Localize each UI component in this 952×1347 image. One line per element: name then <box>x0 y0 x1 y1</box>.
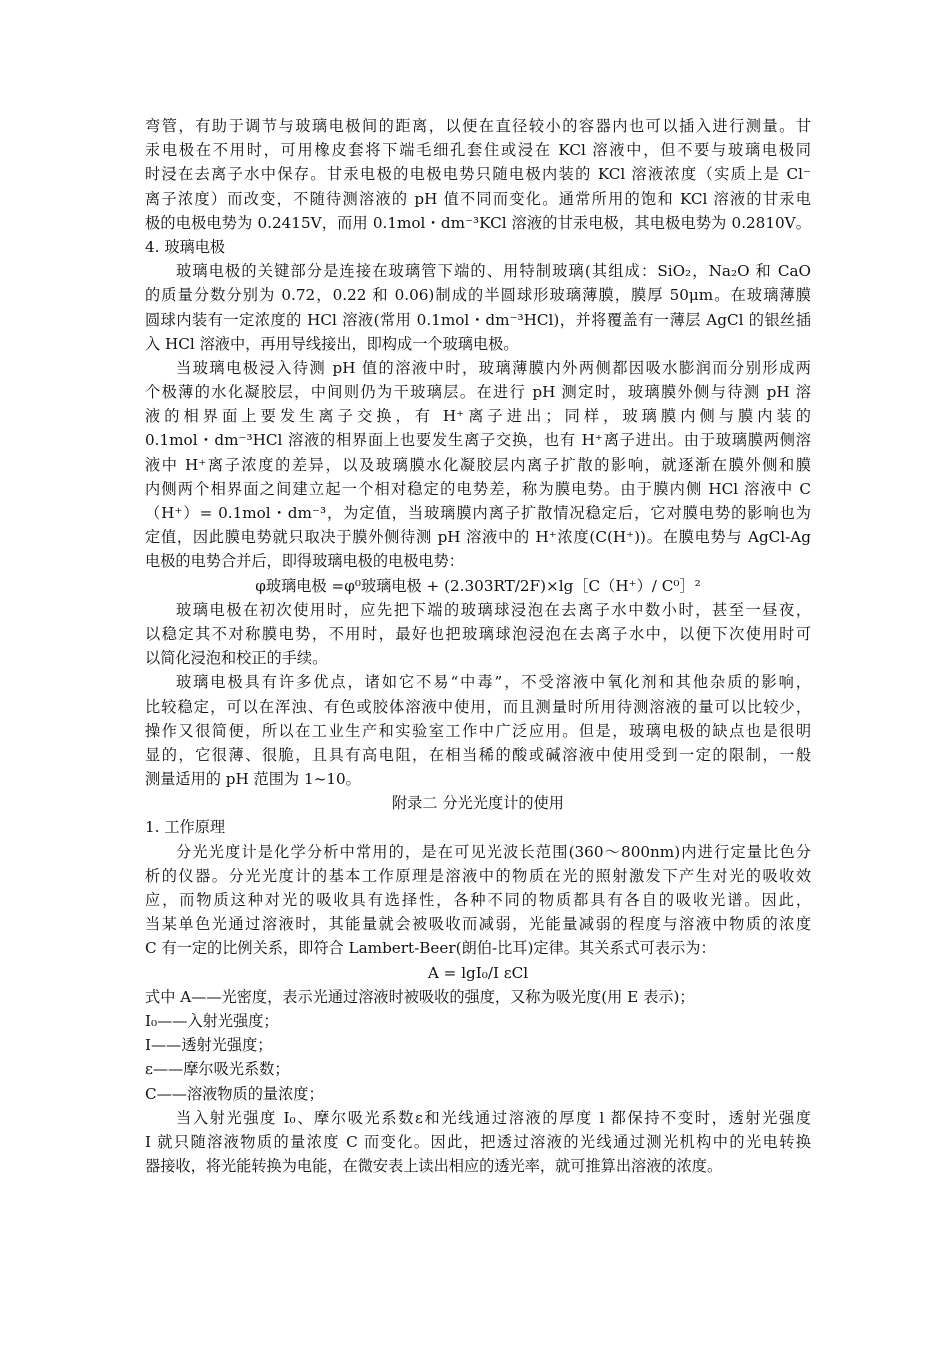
appendix-title: 附录二 分光光度计的使用 <box>392 794 564 813</box>
text-line: 个极薄的水化凝胶层，中间则仍为干玻璃层。在进行 pH 测定时，玻璃膜外侧与待测 pH 溶 <box>145 383 811 402</box>
text-line: 当某单色光通过溶液时，其能量就会被吸收而减弱，光能量减弱的程度与溶液中物质的浓度 <box>145 915 811 934</box>
definition-line: C——溶液物质的量浓度； <box>145 1084 324 1103</box>
text-line: 内侧两个相界面之间建立起一个相对稳定的电势差，称为膜电势。由于膜内侧 HCl 溶液中 C <box>145 479 811 498</box>
definition-line: I——透射光强度； <box>145 1036 273 1055</box>
text-line: 器接收，将光能转换为电能，在微安表上读出相应的透光率，就可推算出溶液的浓度。 <box>145 1157 723 1176</box>
text-line: 定值，因此膜电势就只取决于膜外侧待测 pH 溶液中的 H⁺浓度(C(H⁺))。在膜电势与 AgCl-Ag <box>145 528 811 547</box>
text-line: 比较稳定，可以在浑浊、有色或胶体溶液中使用，而且测量时所用待测溶液的量可以比较少， <box>145 697 811 716</box>
text-line: 入 HCl 溶液中，再用导线接出，即构成一个玻璃电极。 <box>145 334 519 353</box>
text-line: 离子浓度）而改变，不随待测溶液的 pH 值不同而变化。通常所用的饱和 KCl 溶液的甘汞电 <box>145 189 811 208</box>
section-heading-working-principle: 1. 工作原理 <box>145 818 226 837</box>
text-line: 玻璃电极具有许多优点，诸如它不易“中毒”，不受溶液中氧化剂和其他杂质的影响， <box>176 673 811 692</box>
text-line: 圆球内装有一定浓度的 HCl 溶液(常用 0.1mol・dm⁻³HCl)，并将覆盖有一薄层 AgCl 的银丝插 <box>145 310 811 329</box>
definition-line: 式中 A——光密度，表示光通过溶液时被吸收的强度，又称为吸光度(用 E 表示)； <box>145 987 695 1006</box>
text-line: 0.1mol・dm⁻³HCl 溶液的相界面上也要发生离子交换，也有 H⁺离子进出。由于玻璃膜两侧溶 <box>145 431 811 450</box>
text-line: 极的电极电势为 0.2415V，而用 0.1mol・dm⁻³KCl 溶液的甘汞电极，其电极电势为 0.2810V。 <box>145 213 811 232</box>
document-body <box>145 114 811 1178</box>
text-line: I 就只随溶液物质的量浓度 C 而变化。因此，把透过溶液的光线通过测光机构中的光电转换 <box>145 1132 811 1151</box>
text-line: 汞电极在不用时，可用橡皮套将下端毛细孔套住或浸在 KCl 溶液中，但不要与玻璃电极同 <box>145 141 811 160</box>
text-line: 电极的电势合并后，即得玻璃电极的电极电势： <box>145 552 464 571</box>
text-line: 操作又很简便，所以在工业生产和实验室工作中广泛应用。但是，玻璃电极的缺点也是很明 <box>145 721 811 740</box>
text-line: 玻璃电极在初次使用时，应先把下端的玻璃球浸泡在去离子水中数小时，甚至一昼夜， <box>176 600 811 619</box>
text-line: C 有一定的比例关系，即符合 Lambert-Beer(朗伯-比耳)定律。其关系式可表示为： <box>145 939 716 958</box>
text-line: 时浸在去离子水中保存。甘汞电极的电极电势只随电极内装的 KCl 溶液浓度（实质上是 Cl⁻ <box>145 165 811 184</box>
text-line: 的质量分数分别为 0.72，0.22 和 0.06)制成的半圆球形玻璃薄膜，膜厚 50μm。在玻璃薄膜 <box>145 286 811 305</box>
definition-line: I₀——入射光强度； <box>145 1011 279 1030</box>
text-line: 当入射光强度 I₀、摩尔吸光系数ε和光线通过溶液的厚度 l 都保持不变时，透射光强度 <box>176 1108 811 1127</box>
text-line: （H⁺）= 0.1mol・dm⁻³，为定值，当玻璃膜内离子扩散情况稳定后，它对膜电势的影响也为 <box>145 504 811 522</box>
text-line: 以稳定其不对称膜电势，不用时，最好也把玻璃球泡浸泡在去离子水中，以便下次使用时可 <box>145 624 811 643</box>
text-line: 析的仪器。分光光度计的基本工作原理是溶液中的物质在光的照射激发下产生对光的吸收效 <box>145 866 811 885</box>
text-line: 弯管，有助于调节与玻璃电极间的距离，以便在直径较小的容器内也可以插入进行测量。甘 <box>145 117 811 135</box>
text-line: 应，而物质这种对光的吸收具有选择性，各种不同的物质都具有各自的吸收光谱。因此， <box>145 891 811 909</box>
lambert-beer-equation: A = lgI₀/I εCl <box>427 963 529 982</box>
text-line: 液的相界面上要发生离子交换，有 H⁺离子进出；同样，玻璃膜内侧与膜内装的 <box>145 407 811 426</box>
section-heading-glass-electrode: 4. 玻璃电极 <box>145 237 226 256</box>
text-line: 当玻璃电极浸入待测 pH 值的溶液中时，玻璃薄膜内外两侧都因吸水膨润而分别形成两 <box>176 358 811 377</box>
text-line: 玻璃电极的关键部分是连接在玻璃管下端的、用特制玻璃(其组成：SiO₂，Na₂O 和 CaO <box>176 262 811 281</box>
text-line: 以简化浸泡和校正的手续。 <box>145 649 328 668</box>
text-line: 显的，它很薄、很脆，且具有高电阻，在相当稀的酸或碱溶液中使用受到一定的限制，一般 <box>145 745 811 764</box>
text-line: 液中 H⁺离子浓度的差异，以及玻璃膜水化凝胶层内离子扩散的影响，就逐渐在膜外侧和膜 <box>145 455 811 474</box>
text-line: 分光光度计是化学分析中常用的，是在可见光波长范围(360～800nm)内进行定量比色分 <box>176 842 811 861</box>
definition-line: ε——摩尔吸光系数； <box>145 1060 290 1079</box>
text-line: 测量适用的 pH 范围为 1~10。 <box>145 770 361 789</box>
glass-electrode-equation: φ玻璃电极 =φ⁰玻璃电极 + (2.303RT/2F)×lg［C（H⁺）/ C⁰］² <box>255 576 701 595</box>
